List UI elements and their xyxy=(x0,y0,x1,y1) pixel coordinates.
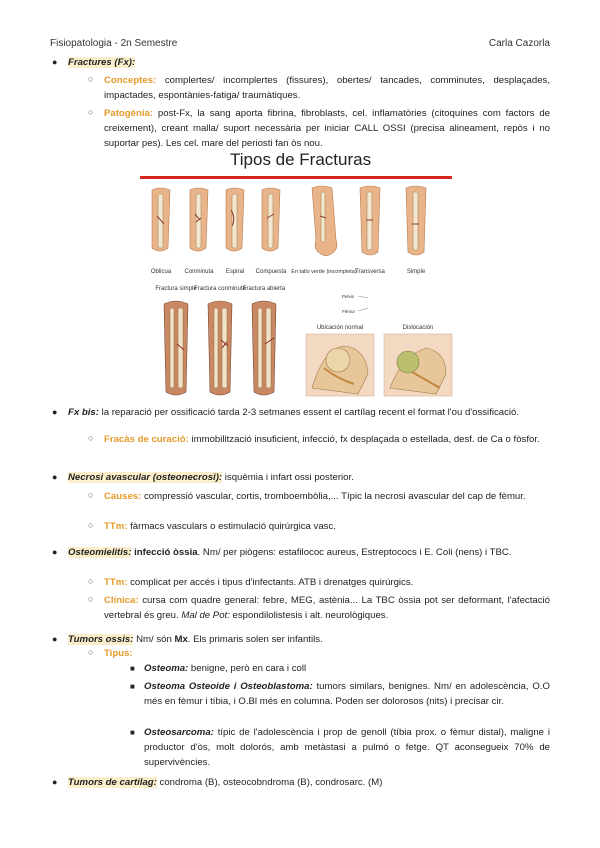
necrosi-title: Necrosi avascular (osteonecrosi): xyxy=(68,472,223,483)
necrosi-text: isquèmia i infart ossi posterior. xyxy=(222,472,354,483)
tumors-mx: Mx xyxy=(174,634,188,645)
fractures-title: Fractures (Fx): xyxy=(68,57,136,68)
clinica-text-2: espondilolistesis i alt. neurològiques. xyxy=(229,610,389,621)
conceptes-text: complertes/ incomplertes (fissures), obertes/ tancades, comminutes, desplaçades, impactades, espontànies-fatiga/ traumàtiques. xyxy=(104,75,550,101)
label-femur: Fémur xyxy=(342,309,356,314)
caption-tallo-verde: En tallo verde (incompleta) xyxy=(291,269,357,275)
fractures-item: ● Fractures (Fx): xyxy=(52,57,136,68)
fx-bis-item: ● Fx bis: la reparació per ossificació tarda 2-3 setmanes essent el cartílag recent el format l'ou d'ossificació. xyxy=(52,407,520,418)
tumors-text-2: . Els primaris solen ser infantils. xyxy=(187,634,323,645)
osteosarcoma-item: ■ Osteosarcoma: típic de l'adolescència i prop de genoll (tíbia prox. o fèmur distal), maligne i productor d'òs, molt dolorós, amb metàstasi a pulmó o fetge. QT aconsegueix 70% de supervivències. xyxy=(130,727,550,768)
necrosi-ttm-text: fàrmacs vasculars o estimulació quirúrgica vasc. xyxy=(127,521,336,532)
causes-item: ○ Causes: compressió vascular, cortis, tromboembòlia,... Típic la necrosi avascular del cap de fèmur. xyxy=(88,490,526,502)
patogenia-label: Patogènia: xyxy=(104,108,154,119)
tipus-label: Tipus: xyxy=(104,648,133,659)
clinica-label: Clínica: xyxy=(104,595,139,606)
label-pelvis: Pelvis xyxy=(342,294,355,299)
fracas-label: Fracàs de curació: xyxy=(104,434,189,445)
caption-transversa: Transversa xyxy=(355,269,385,275)
caption-ubicacion-normal: Ubicación normal xyxy=(316,325,364,331)
tipus-item: ○ Tipus: xyxy=(88,647,133,659)
cartilag-title: Tumors de cartílag: xyxy=(68,777,157,788)
tumors-title: Tumors ossis: xyxy=(68,634,134,645)
caption-fractura-abierta: Fractura abierta xyxy=(242,286,286,292)
osteo-ttm-item: ○ TTm: complicat per accés i tipus d'infectants. ATB i drenatges quirúrgics. xyxy=(88,576,414,588)
caption-oblicua: Oblicua xyxy=(150,269,172,275)
fracture-illustrations xyxy=(140,148,460,403)
necrosi-item: ● Necrosi avascular (osteonecrosi): isquèmia i infart ossi posterior. xyxy=(52,472,354,483)
clinica-mal-de-pot: Mal de Pot: xyxy=(181,610,230,621)
caption-conminuta: Conminuta xyxy=(184,269,214,275)
caption-espiral: Espiral xyxy=(225,269,245,275)
caption-compuesta: Compuesta xyxy=(255,269,287,275)
osteosarcoma-text: típic de l'adolescència i prop de genoll (tíbia prox. o fèmur distal), maligne i productor d'òs, molt dolorós, amb metàstasi a pulmó o fetge. QT aconsegueix 70% de supervivències. xyxy=(144,727,550,768)
osteomielitis-bold: infecció òssia xyxy=(131,547,198,558)
necrosi-ttm-item: ○ TTm: fàrmacs vasculars o estimulació quirúrgica vasc. xyxy=(88,520,336,532)
osteomielitis-item: ● Osteomielitis: infecció òssia. Nm/ per piògens: estafilococ aureus, Estreptococs i E. Coli (nens) i TBC. xyxy=(52,547,512,558)
clinica-text: cursa com quadre general: febre, MEG, astènia... La TBC òssia pot ser deformant, l'afectació vertebral és greu. xyxy=(104,595,550,621)
cartilag-item: ● Tumors de cartílag: condroma (B), osteocobndroma (B), condrosarc. (M) xyxy=(52,777,383,788)
caption-simple: Simple xyxy=(406,269,426,275)
osteo-ttm-label: TTm: xyxy=(104,577,128,588)
osteoma-label: Osteoma: xyxy=(144,663,189,674)
header-course: Fisiopatologia - 2n Semestre xyxy=(50,38,178,49)
fracture-types-figure xyxy=(140,148,460,403)
osteomielitis-text: . Nm/ per piògens: estafilococ aureus, Estreptococs i E. Coli (nens) i TBC. xyxy=(197,547,512,558)
necrosi-ttm-label: TTm: xyxy=(104,521,128,532)
fx-bis-text: la reparació per ossificació tarda 2-3 setmanes essent el cartílag recent el format l'ou d'ossificació. xyxy=(98,407,520,418)
fx-bis-title: Fx bis: xyxy=(68,407,99,418)
fracas-item: ○ Fracàs de curació: immobilització insuficient, infecció, fx desplaçada o estellada, desf. de Ca o fòsfor. xyxy=(88,433,540,445)
caption-dislocacion: Dislocación xyxy=(402,325,434,331)
osteoma-item: ■ Osteoma: benigne, però en cara i coll xyxy=(130,663,307,674)
patogenia-text: post-Fx, la sang aporta fibrina, fibroblasts, cel. inflamatòries (citoquines com factors de creixement), creant malla/ suport necessària per iniciar CALL OSSI (precisa alineament, repòs i no suportar pes). Les cel. mare del periosti fan òs nou. xyxy=(104,108,550,149)
conceptes-item: ○ Conceptes: complertes/ incomplertes (fissures), obertes/ tancades, comminutes, desplaçades, impactades, espontànies-fatiga/ traumàtiques. xyxy=(88,74,550,101)
osteosarcoma-label: Osteosarcoma: xyxy=(144,727,214,738)
caption-fractura-conminuta: Fractura conminuta xyxy=(194,286,246,292)
patogenia-item: ○ Patogènia: post-Fx, la sang aporta fibrina, fibroblasts, cel. inflamatòries (citoquines com factors de creixement), creant malla/ suport necessària per iniciar CALL OSSI (precisa alineament, repòs i no suportar pes). Les cel. mare del periosti fan òs nou. xyxy=(88,107,550,149)
osteomielitis-title: Osteomielitis: xyxy=(68,547,132,558)
causes-text: compressió vascular, cortis, tromboembòlia,... Típic la necrosi avascular del cap de fèmur. xyxy=(141,491,526,502)
osteoma-text: benigne, però en cara i coll xyxy=(188,663,307,674)
osteoide-text: tumors similars, benignes. Nm/ en adolescència, O.O més en fèmur i tíbia, i O.Bl més en columna. Poden ser dolorosos (nits) i precisar cir. xyxy=(144,681,550,707)
conceptes-label: Conceptes: xyxy=(104,75,157,86)
causes-label: Causes: xyxy=(104,491,142,502)
tumors-item: ● Tumors ossis: Nm/ són Mx. Els primaris solen ser infantils. xyxy=(52,634,323,645)
osteoide-label: Osteoma Osteoide i Osteoblastoma: xyxy=(144,681,313,692)
caption-fractura-simple: Fractura simple xyxy=(155,286,197,292)
header-author: Carla Cazorla xyxy=(488,38,550,49)
tumors-text-1: Nm/ són xyxy=(133,634,175,645)
osteoide-item: ■ Osteoma Osteoide i Osteoblastoma: tumors similars, benignes. Nm/ en adolescència, O.O més en fèmur i tíbia, i O.Bl més en columna. Poden ser dolorosos (nits) i precisar cir. xyxy=(130,681,550,707)
figure-title: Tipos de Fracturas xyxy=(230,150,372,169)
fracas-text: immobilització insuficient, infecció, fx desplaçada o estellada, desf. de Ca o fòsfor. xyxy=(188,434,540,445)
cartilag-text: condroma (B), osteocobndroma (B), condrosarc. (M) xyxy=(156,777,383,788)
clinica-item: ○ Clínica: cursa com quadre general: febre, MEG, astènia... La TBC òssia pot ser deformant, l'afectació vertebral és greu. Mal de Pot: espondilolistesis i alt. neurològiques. xyxy=(88,594,550,621)
osteo-ttm-text: complicat per accés i tipus d'infectants. ATB i drenatges quirúrgics. xyxy=(127,577,414,588)
